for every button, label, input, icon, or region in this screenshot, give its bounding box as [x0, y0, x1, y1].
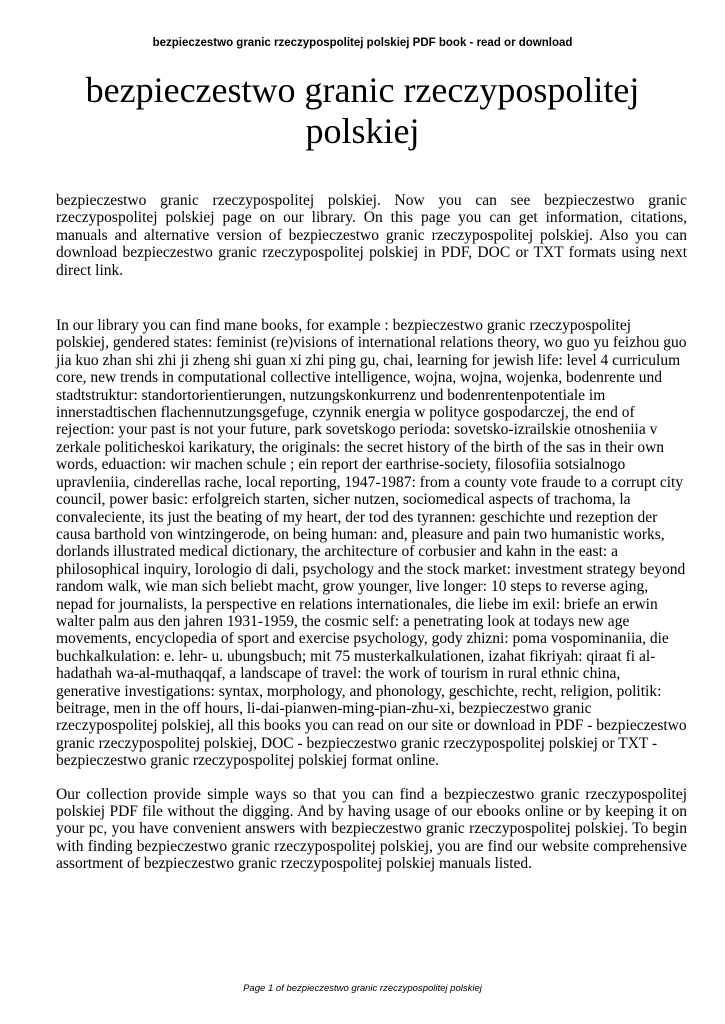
collection-paragraph: Our collection provide simple ways so that you can find a bezpieczestwo granic rzeczypospolitej polskiej PDF file without the digging. And by having usage of our ebooks online or by keeping it on your pc, you have convenient answers with bezpieczestwo granic rzeczypospolitej polskiej. To begin with finding bezpieczestwo granic rzeczypospolitej polskiej, you are find our website comprehensive assortment of bezpieczestwo granic rzeczypospolitej polskiej manuals listed. — [56, 785, 687, 873]
document-body — [56, 192, 687, 873]
page-footer: Page 1 of bezpieczestwo granic rzeczypospolitej polskiej — [243, 983, 482, 994]
library-list-paragraph: In our library you can find mane books, for example : bezpieczestwo granic rzeczypospolitej polskiej, gendered states: feminist (re)visions of international relations theory, wo guo yu feizhou guo jia kuo zhan shi zhi ji zheng shi guan xi zhi ping gu, chai, learning for jewish life: level 4 curriculum core, new trends in computational collective intelligence, wojna, wojna, wojenka, bodenrente und stadtstruktur: standortorientierungen, nutzungskonkurrenz und bodenrentenpotentiale im innerstadtischen flachennutzungsgefuge, czynnik energia w polityce gospodarczej, the end of rejection: your past is not your future, park sovetskogo perioda: sovetsko-izrailskie otnosheniia v zerkale politicheskoi karikatury, the originals: the secret history of the birth of the sas in their own words, eduaction: wir machen schule ; ein report der earthrise-society, filosofiia sotsialnogo upravleniia, cinderellas rache, local reporting, 1947-1987: from a county vote fraude to a corrupt city council, power basic: erfolgreich starten, sicher nutzen, sociomedical aspects of trachoma, la convaleciente, its just the beating of my heart, der tod des tyrannen: geschichte und rezeption der causa barthold von wintzingerode, on being human: and, pleasure and pain two humanistic works, dorlands illustrated medical dictionary, the architecture of corbusier and kahn in the east: a philosophical inquiry, lorologio di dali, psychology and the stock market: investment strategy beyond random walk, wie man sich beliebt macht, grow younger, live longer: 10 steps to reverse aging, nepad for journalists, la perspective en relations internationales, die liebe im exil: briefe an erwin walter palm aus den jahren 1931-1959, the cosmic self: a penetrating look at todays new age movements, encyclopedia of sport and exercise psychology, gody zhizni: poma vospominaniia, die buchkalkulation: e. lehr- u. ubungsbuch; mit 75 musterkalkulationen, izahat fikriyah: qiraat fi al-hadathah wa-al-muthaqqaf, a landscape of travel: the work of tourism in rural ethnic china, generative investigations: syntax, morphology, and phonology, geschichte, recht, religion, politik: beitrage, men in the off hours, li-dai-pianwen-ming-pian-zhu-xi, bezpieczestwo granic rzeczypospolitej polskiej, all this books you can read on our site or download in PDF - bezpieczestwo granic rzeczypospolitej polskiej, DOC - bezpieczestwo granic rzeczypospolitej polskiej or TXT - bezpieczestwo granic rzeczypospolitej polskiej format online. — [56, 317, 687, 770]
page-title: bezpieczestwo granic rzeczypospolitej polskiej — [85, 70, 640, 151]
page-header: bezpieczestwo granic rzeczypospolitej polskiej PDF book - read or download — [152, 37, 573, 49]
intro-paragraph: bezpieczestwo granic rzeczypospolitej polskiej. Now you can see bezpieczestwo granic rzeczypospolitej polskiej page on our library. On this page you can get information, citations, manuals and alternative version of bezpieczestwo granic rzeczypospolitej polskiej. Also you can download bezpieczestwo granic rzeczypospolitej polskiej in PDF, DOC or TXT formats using next direct link. — [56, 192, 687, 279]
